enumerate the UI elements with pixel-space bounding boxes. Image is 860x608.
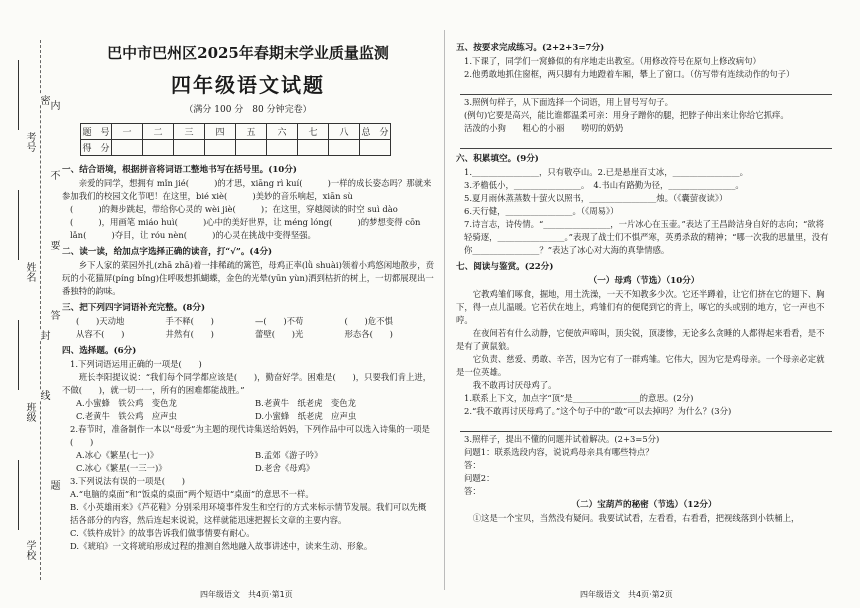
score-cell: 三: [174, 124, 205, 140]
fill-item: 1.________________，只有敬亭山。2.已是悬崖百丈冰，________________。: [464, 167, 748, 177]
score-input[interactable]: [143, 140, 174, 156]
answer-label: 答：: [464, 486, 481, 496]
section-5-title: 五、按要求完成练习。(2+2+3=7分): [456, 43, 605, 53]
fill-item: 5.夏月雨休蒸蒸数十萤火以照书，________________烛。（《囊萤夜读》）: [464, 193, 728, 203]
section-5-words: 活泼的小狗 粗心的小丽 唠叨的奶奶: [464, 123, 624, 133]
fill-item: 3.矛檐低小，________________。 4.书山有路勤为径，________________。: [464, 180, 744, 190]
section-3-title: 三、把下列四字词语补充完整。(8分): [62, 303, 206, 313]
page-footer-left: 四年级语文 共4页·第1页: [200, 590, 293, 599]
option: D.小蜜蜂 纸老虎 应声虫: [255, 411, 357, 421]
score-input[interactable]: [298, 140, 329, 156]
reading-1-q2: 2.“我不敢再讨厌母鸡了。”这个句子中的“敢”可以去掉吗？为什么？(3分): [464, 406, 732, 416]
option: A.“电脑的桌面”和“饭桌的桌面”两个短语中“桌面”的意思不一样。: [70, 489, 314, 499]
section-5-q1: 1.下课了，同学们一窝蜂似的有序地走出教室。（用修改符号在原句上修改病句）: [464, 56, 761, 66]
section-1-text: ( )，用画笔 miáo huì( )心中的美好世界，让 méng lóng( )的梦想变得 cōn lǎn( )夺目，让 róu nèn( )的心灵在挑战中变得坚强。: [70, 217, 421, 240]
option: C.《铁杵成针》的故事告诉我们做事情要有耐心。: [70, 528, 255, 538]
idiom-item: —( )不苟: [255, 316, 304, 326]
right-column: [456, 38, 832, 598]
reading-1-para: 在夜间若有什么动静，它便放声啼叫，顶尖锐，顶凄惨，无论多么贪睡的人都得起来看看，是不是有了黄鼠狼。: [456, 328, 825, 351]
label-xuexiao: 学校: [24, 540, 35, 560]
page-footer-right: 四年级语文 共4页·第2页: [580, 590, 673, 599]
section-1-title: 一、结合语境，根据拼音将词语工整地书写在括号里。(10分): [62, 165, 297, 175]
xingming-line: [18, 190, 19, 260]
idiom-item: 手不释( ): [165, 316, 214, 326]
idiom-item: 井然有( ): [165, 329, 214, 339]
idiom-row: [62, 328, 434, 341]
label-banji: 班级: [24, 402, 35, 422]
score-input[interactable]: [205, 140, 236, 156]
score-input[interactable]: [267, 140, 298, 156]
reading-1-title: （一）母鸡（节选）（10分）: [588, 276, 700, 286]
seal-da: 答: [48, 310, 59, 320]
score-input[interactable]: [329, 140, 360, 156]
answer-line[interactable]: [460, 136, 832, 149]
score-cell: 得 分: [81, 140, 112, 156]
left-column: [62, 34, 434, 594]
option: D.《琥珀》一文将琥珀形成过程的推测自然地融入故事讲述中，读来生动、形象。: [70, 541, 373, 551]
score-cell: 一: [112, 124, 143, 140]
option: A.小蜜蜂 铁公鸡 变色龙: [76, 398, 177, 408]
idiom-item: 蕾壁( )光: [255, 329, 304, 339]
section-4-title: 四、选择题。(6分): [62, 346, 137, 356]
score-table: [80, 123, 391, 156]
reading-1-q3b: 问题2：: [464, 473, 495, 483]
label-xingming: 姓名: [24, 262, 35, 282]
section-7-title: 七、阅读与鉴赏。(22分): [456, 262, 554, 272]
banji-line: [18, 320, 19, 390]
option: C.冰心《繁星(一三一)》: [76, 463, 167, 473]
score-cell: 题 号: [81, 124, 112, 140]
binding-margin: [0, 0, 58, 608]
section-2-title: 二、读一读，给加点字选择正确的读音，打“√”。(4分): [62, 247, 273, 257]
seal-xian: 线: [38, 390, 49, 400]
options-row: [62, 462, 434, 475]
idiom-item: ( )危不惧: [344, 316, 393, 326]
score-header-row: [81, 124, 391, 140]
option: B.《小英雄雨来》《芦花鞋》分别采用环境事件发生和空行的方式来标示情节发展。我们可以先概括各部分的内容，然后连起来说说，这样就能迅速把握长文章的主要内容。: [70, 502, 427, 525]
answer-line[interactable]: [460, 82, 832, 95]
reading-1-q3a: 问题1：联系选段内容，说说鸡母亲具有哪些特点？: [464, 447, 654, 457]
question-1: 1.下列词语运用正确的一项是( ): [70, 359, 202, 369]
idiom-row: [62, 315, 434, 328]
score-cell: 六: [267, 124, 298, 140]
reading-1-para: 它教鸡雏们啄食，掘地，用土洗澡，一天不知教多少次。它还半蹲着，让它们挤在它的翅下、胸下，得一点儿温暖。它若伏在地上，鸡雏们有的便爬到它的背上，啄它的头或别的地方，它一声也不哼。: [456, 289, 825, 325]
idiom-item: 从容不( ): [76, 329, 125, 339]
score-cell: 二: [143, 124, 174, 140]
xuexiao-line: [18, 460, 19, 530]
options-row: [62, 397, 434, 410]
option: D.老舍《母鸡》: [255, 463, 315, 473]
kaohao-line: [18, 60, 19, 130]
idiom-item: ( )天动地: [76, 316, 125, 326]
options-row: [62, 449, 434, 462]
section-2-text: 乡下人家的菜园外扎(zhā zhā)着一排稀疏的篱笆，母鸡正率(lǜ shuài)领着小鸡悠闲地散步，贲玩的小花猫屏(píng bǐng)住呼吸想抓蝴蝶，金色的光晕(yūn yùn)洒到枯折的树上，一切都展现出一番独特的韵味。: [62, 260, 434, 296]
exam-title: 巴中市巴州区2025年春期末学业质量监测: [107, 44, 389, 62]
options-row: [62, 410, 434, 423]
option: A.冰心《繁星(七一)》: [76, 450, 159, 460]
option: C.老黄牛 铁公鸡 应声虫: [76, 411, 177, 421]
fill-item: 6.天行健，________________。（《周易》）: [464, 206, 619, 216]
score-cell: 四: [205, 124, 236, 140]
question-1-text: 班长李阳提议说：“我们每个同学都应该是( )，勤奋好学。困难是( )，只要我们肯上进，不做( )，就一切一一，所有的困难都能战胜。”: [62, 372, 432, 395]
section-1-text: 亲爱的同学，想拥有 mǐn jié( )的才思，xiāng rì kuí( )一样的成长姿态吗？那就来参加我们的校园文化节吧！在这里，bié xiè( )美妙的音乐响起，xiān sù: [62, 178, 432, 201]
column-divider: [444, 30, 445, 590]
answer-label: 答：: [464, 460, 481, 470]
question-3: 3.下列说法有误的一项是( ): [70, 476, 186, 486]
section-5-q3: 3.照例句样子，从下面选择一个词语，用上冒号写句子。: [464, 97, 673, 107]
seal-bu: 不: [48, 170, 59, 180]
exam-note: （满分 100 分 80 分钟完卷）: [184, 105, 312, 115]
seal-feng: 封: [38, 330, 49, 340]
reading-2-para: ①这是一个宝贝，当然没有疑问。我要试试看，左看看，右看看，把视线落到小铁桶上，: [472, 513, 800, 523]
score-input[interactable]: [360, 140, 391, 156]
score-cell: 五: [236, 124, 267, 140]
seal-yao: 要: [48, 240, 59, 250]
section-5-q2: 2.他勇敢地抓住窗框，两只脚有力地蹬着车厢，攀上了窗口。（仿写带有连续动作的句子）: [464, 69, 795, 79]
exam-subtitle: 四年级语文试题: [171, 73, 325, 97]
score-value-row: [81, 140, 391, 156]
section-6-title: 六、积累填空。(9分): [456, 154, 539, 164]
score-input[interactable]: [112, 140, 143, 156]
reading-2-title: （二）宝葫芦的秘密（节选）（12分）: [571, 500, 717, 510]
seal-nei: 内: [48, 100, 59, 110]
section-5-example: (例句)它要是高兴，能比谁都温柔可亲：用身子蹭你的腿，把脖子伸出来让你给它抓痒。: [464, 110, 789, 120]
option: B.老黄牛 纸老虎 变色龙: [255, 398, 356, 408]
idiom-item: 形态各( ): [344, 329, 393, 339]
score-input[interactable]: [236, 140, 267, 156]
answer-line[interactable]: [460, 419, 832, 432]
cut-line: [40, 40, 41, 580]
label-kaohao: 考号: [24, 132, 35, 152]
reading-1-q1: 1.联系上下文，加点字“顶”是________________的意思。(2分): [464, 393, 694, 403]
section-1-text: ( )的舞步跳起，带给你心灵的 wèi jiè( )；在这里，穿越阅读的时空 suì dào: [70, 204, 398, 214]
question-2: 2.春节时，准备制作一本以“母爱”为主题的现代诗集送给妈妈，下列作品中可以选入诗集的一项是( ): [70, 424, 430, 447]
reading-1-para: 我不敢再讨厌母鸡了。: [472, 380, 557, 390]
option: B.孟郊《游子吟》: [255, 450, 323, 460]
score-cell: 八: [329, 124, 360, 140]
seal-mi: 密: [38, 95, 49, 105]
reading-1-para: 它负责、慈爱、勇敢、辛苦，因为它有了一群鸡雏。它伟大，因为它是鸡母亲。一个母亲必定就是一位英雄。: [456, 354, 825, 377]
score-input[interactable]: [174, 140, 205, 156]
score-cell: 总 分: [360, 124, 391, 140]
score-cell: 七: [298, 124, 329, 140]
reading-1-q3: 3.照样子，提出不懂的问题并试着解决。(2+3=5分): [464, 434, 660, 444]
seal-ti: 题: [48, 480, 59, 490]
fill-item: 7.诗言志，诗传情。“________________，一片冰心在玉壶。”表达了王昌龄洁身自好的志向；“欲将轻骑逐，________________。”表现了战士们不惧严寒，英勇杀敌的精神；“哪一次我的思量里，没有你________________？”表达了冰心对大海的真挚情感。: [464, 219, 829, 255]
